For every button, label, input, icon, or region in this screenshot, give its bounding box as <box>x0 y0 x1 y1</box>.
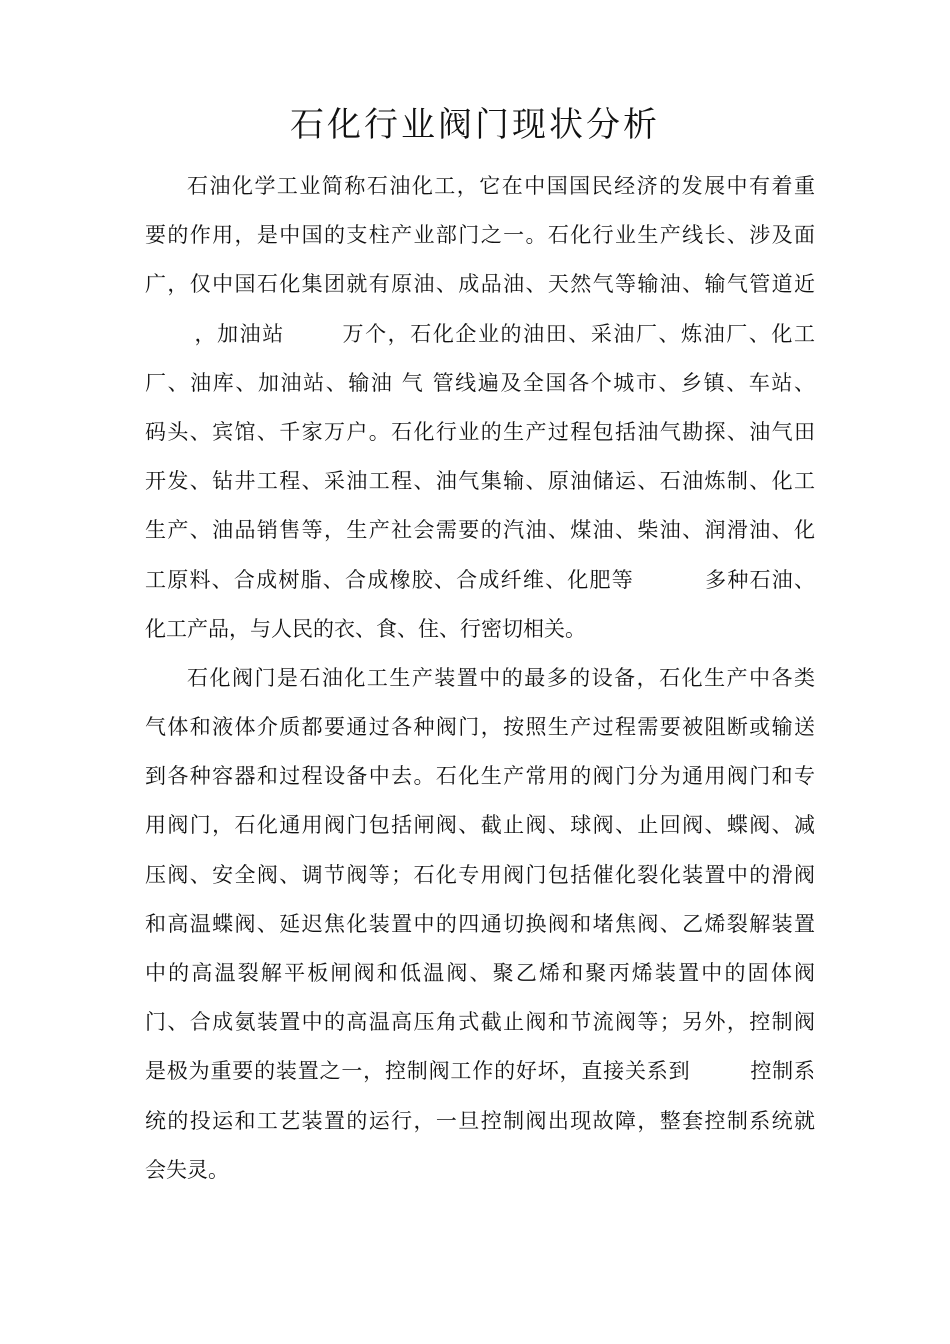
paragraph-line: 用阀门，石化通用阀门包括闸阀、截止阀、球阀、止回阀、蝶阀、减 <box>145 813 815 838</box>
paragraph-1 <box>145 162 815 654</box>
paragraph-line: 压阀、安全阀、调节阀等；石化专用阀门包括催化裂化装置中的滑阀 <box>145 862 815 887</box>
document-title: 石化行业阀门现状分析 <box>290 105 660 145</box>
document-body <box>145 162 815 1195</box>
paragraph-line: 是极为重要的装置之一，控制阀工作的好坏，直接关系到 控制系 <box>145 1059 815 1084</box>
paragraph-line: 石化阀门是石油化工生产装置中的最多的设备，石化生产中各类 <box>187 665 815 690</box>
paragraph-line: 工原料、合成树脂、合成橡胶、合成纤维、化肥等 多种石油、 <box>145 567 815 592</box>
paragraph-line: 化工产品，与人民的衣、食、住、行密切相关。 <box>145 616 586 641</box>
paragraph-line: 和高温蝶阀、延迟焦化装置中的四通切换阀和堵焦阀、乙烯裂解装置 <box>145 911 815 936</box>
paragraph-line: 门、合成氨装置中的高温高压角式截止阀和节流阀等；另外，控制阀 <box>145 1010 815 1035</box>
paragraph-line: 要的作用，是中国的支柱产业部门之一。石化行业生产线长、涉及面 <box>145 223 815 248</box>
paragraph-line: 码头、宾馆、千家万户。石化行业的生产过程包括油气勘探、油气田 <box>145 419 815 444</box>
paragraph-line: ，加油站 万个，石化企业的油田、采油厂、炼油厂、化工 <box>145 321 815 346</box>
paragraph-line: 开发、钻井工程、采油工程、油气集输、原油储运、石油炼制、化工 <box>145 469 815 494</box>
paragraph-line: 生产、油品销售等，生产社会需要的汽油、煤油、柴油、润滑油、化 <box>145 518 815 543</box>
paragraph-line: 到各种容器和过程设备中去。石化生产常用的阀门分为通用阀门和专 <box>145 764 815 789</box>
paragraph-line: 石油化学工业简称石油化工，它在中国国民经济的发展中有着重 <box>187 174 815 198</box>
paragraph-line: 会失灵。 <box>145 1157 229 1182</box>
paragraph-line: 中的高温裂解平板闸阀和低温阀、聚乙烯和聚丙烯装置中的固体阀 <box>145 961 815 985</box>
paragraph-line: 厂、油库、加油站、输油 气 管线遍及全国各个城市、乡镇、车站、 <box>145 370 815 395</box>
paragraph-line: 统的投运和工艺装置的运行，一旦控制阀出现故障，整套控制系统就 <box>145 1108 815 1133</box>
paragraph-2 <box>145 654 815 1195</box>
paragraph-line: 气体和液体介质都要通过各种阀门，按照生产过程需要被阻断或输送 <box>145 715 815 740</box>
paragraph-line: 广，仅中国石化集团就有原油、成品油、天然气等输油、输气管道近 <box>145 272 815 297</box>
